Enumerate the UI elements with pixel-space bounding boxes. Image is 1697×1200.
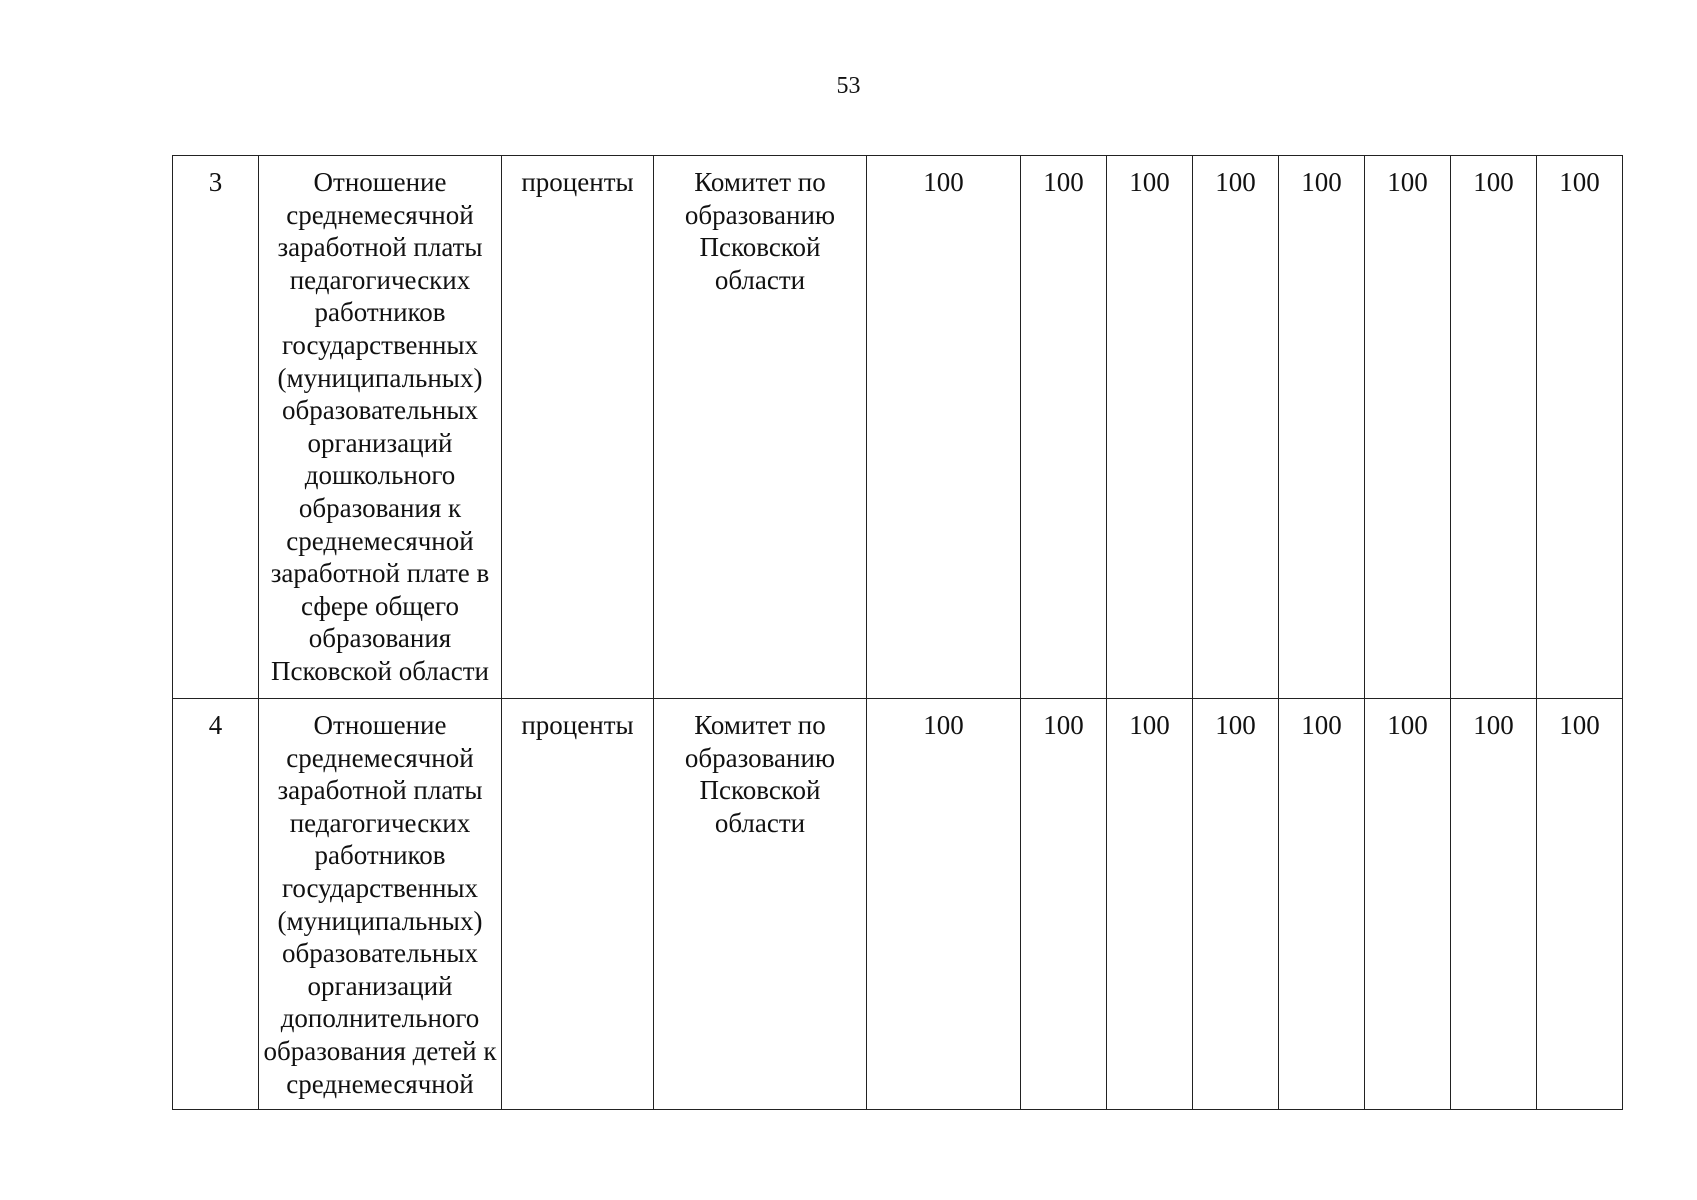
unit-cell: проценты xyxy=(502,156,654,699)
value-cell: 100 xyxy=(1279,156,1365,699)
value-cell: 100 xyxy=(1193,699,1279,1110)
value-cell: 100 xyxy=(1279,699,1365,1110)
indicator-name-cell: Отношение среднемесячной заработной платы педагогических работников государственных (муниципальных) образовательных организаций дошкольного образования к среднемесячной заработной плате в сфере общего образования Псковской области xyxy=(259,156,502,699)
unit-cell: проценты xyxy=(502,699,654,1110)
executor-cell: Комитет по образованию Псковской области xyxy=(654,699,867,1110)
value-cell: 100 xyxy=(867,699,1021,1110)
value-cell: 100 xyxy=(867,156,1021,699)
value-cell: 100 xyxy=(1537,699,1623,1110)
value-cell: 100 xyxy=(1365,156,1451,699)
value-cell: 100 xyxy=(1537,156,1623,699)
table-row xyxy=(173,699,1623,1110)
indicator-name-cell: Отношение среднемесячной заработной платы педагогических работников государственных (муниципальных) образовательных организаций дополнительного образования детей к среднемесячной xyxy=(259,699,502,1110)
value-cell: 100 xyxy=(1107,156,1193,699)
value-cell: 100 xyxy=(1021,699,1107,1110)
value-cell: 100 xyxy=(1365,699,1451,1110)
value-cell: 100 xyxy=(1107,699,1193,1110)
indicators-table xyxy=(172,155,1623,1110)
executor-cell: Комитет по образованию Псковской области xyxy=(654,156,867,699)
row-number-cell: 4 xyxy=(173,699,259,1110)
page-number: 53 xyxy=(836,73,861,99)
value-cell: 100 xyxy=(1451,699,1537,1110)
table-row xyxy=(173,156,1623,699)
row-number-cell: 3 xyxy=(173,156,259,699)
value-cell: 100 xyxy=(1021,156,1107,699)
value-cell: 100 xyxy=(1193,156,1279,699)
value-cell: 100 xyxy=(1451,156,1537,699)
